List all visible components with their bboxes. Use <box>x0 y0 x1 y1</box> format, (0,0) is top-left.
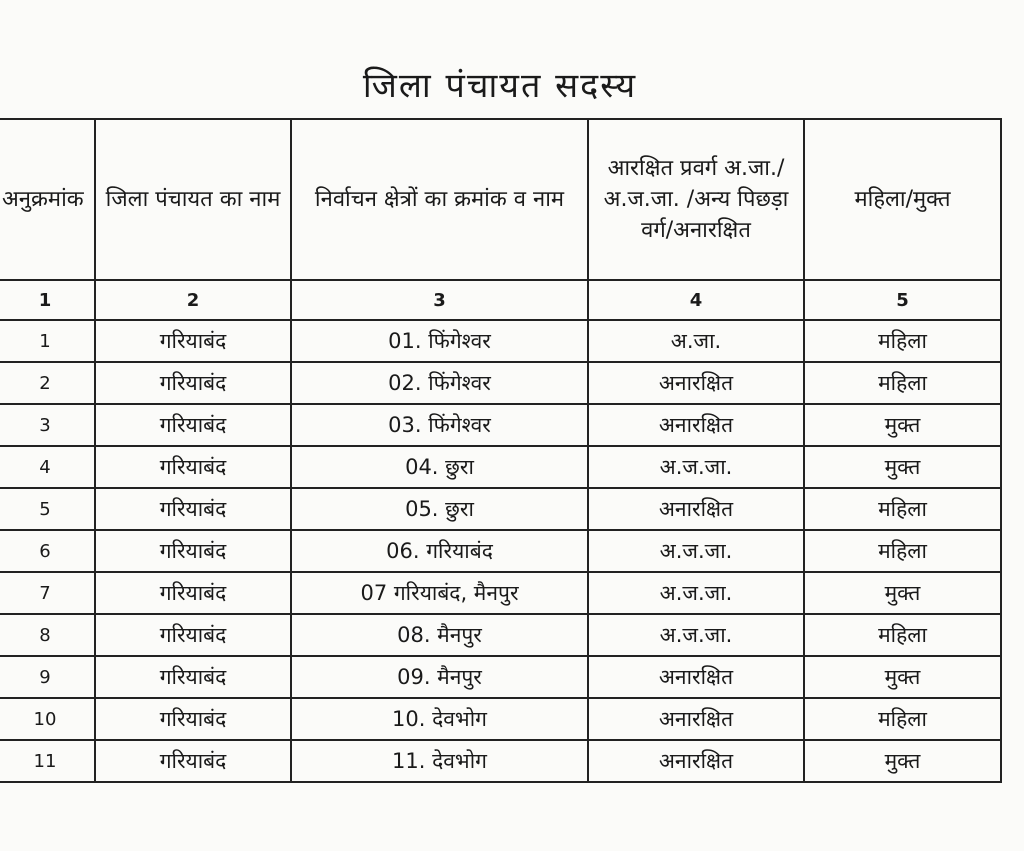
constituency-cell: 04. छुरा <box>291 446 588 488</box>
women-open-cell: महिला <box>804 530 1001 572</box>
column-number-row <box>0 280 1001 320</box>
serial-number-cell: 10 <box>0 698 95 740</box>
panchayat-name-cell: गरियाबंद <box>95 572 291 614</box>
header-reserved-category: आरक्षित प्रवर्ग अ.जा./अ.ज.जा. /अन्य पिछड़ा वर्ग/अनारक्षित <box>588 119 804 280</box>
panchayat-members-table <box>0 118 1002 783</box>
constituency-cell: 03. फिंगेश्वर <box>291 404 588 446</box>
serial-number-cell: 4 <box>0 446 95 488</box>
table-row <box>0 488 1001 530</box>
serial-number-cell: 1 <box>0 320 95 362</box>
header-serial-number: अनुक्रमांक <box>0 119 95 280</box>
women-open-cell: मुक्त <box>804 656 1001 698</box>
constituency-cell: 11. देवभोग <box>291 740 588 782</box>
reserved-category-cell: अनारक्षित <box>588 488 804 530</box>
women-open-cell: मुक्त <box>804 446 1001 488</box>
serial-number-cell: 11 <box>0 740 95 782</box>
reserved-category-cell: अनारक्षित <box>588 740 804 782</box>
page-title: जिला पंचायत सदस्य <box>362 65 638 106</box>
constituency-cell: 10. देवभोग <box>291 698 588 740</box>
column-number: 3 <box>291 280 588 320</box>
reserved-category-cell: अ.ज.जा. <box>588 572 804 614</box>
constituency-cell: 02. फिंगेश्वर <box>291 362 588 404</box>
table-row <box>0 698 1001 740</box>
panchayat-name-cell: गरियाबंद <box>95 404 291 446</box>
table-row <box>0 530 1001 572</box>
serial-number-cell: 7 <box>0 572 95 614</box>
panchayat-name-cell: गरियाबंद <box>95 530 291 572</box>
panchayat-name-cell: गरियाबंद <box>95 488 291 530</box>
constituency-cell: 08. मैनपुर <box>291 614 588 656</box>
serial-number-cell: 5 <box>0 488 95 530</box>
panchayat-name-cell: गरियाबंद <box>95 614 291 656</box>
reserved-category-cell: अ.ज.जा. <box>588 530 804 572</box>
header-row <box>0 119 1001 280</box>
header-constituency: निर्वाचन क्षेत्रों का क्रमांक व नाम <box>291 119 588 280</box>
women-open-cell: महिला <box>804 698 1001 740</box>
panchayat-name-cell: गरियाबंद <box>95 656 291 698</box>
serial-number-cell: 2 <box>0 362 95 404</box>
serial-number-cell: 6 <box>0 530 95 572</box>
table-row <box>0 446 1001 488</box>
constituency-cell: 09. मैनपुर <box>291 656 588 698</box>
reserved-category-cell: अ.ज.जा. <box>588 614 804 656</box>
serial-number-cell: 3 <box>0 404 95 446</box>
table-row <box>0 656 1001 698</box>
reserved-category-cell: अनारक्षित <box>588 362 804 404</box>
header-panchayat-name: जिला पंचायत का नाम <box>95 119 291 280</box>
women-open-cell: मुक्त <box>804 404 1001 446</box>
column-number: 5 <box>804 280 1001 320</box>
panchayat-name-cell: गरियाबंद <box>95 740 291 782</box>
header-women-open: महिला/मुक्त <box>804 119 1001 280</box>
serial-number-cell: 8 <box>0 614 95 656</box>
reserved-category-cell: अ.ज.जा. <box>588 446 804 488</box>
reserved-category-cell: अनारक्षित <box>588 404 804 446</box>
column-number: 4 <box>588 280 804 320</box>
women-open-cell: महिला <box>804 362 1001 404</box>
constituency-cell: 01. फिंगेश्वर <box>291 320 588 362</box>
serial-number-cell: 9 <box>0 656 95 698</box>
table-row <box>0 404 1001 446</box>
table-row <box>0 740 1001 782</box>
constituency-cell: 07 गरियाबंद, मैनपुर <box>291 572 588 614</box>
panchayat-name-cell: गरियाबंद <box>95 362 291 404</box>
reserved-category-cell: अ.जा. <box>588 320 804 362</box>
table-row <box>0 614 1001 656</box>
table-row <box>0 320 1001 362</box>
panchayat-name-cell: गरियाबंद <box>95 446 291 488</box>
table-row <box>0 362 1001 404</box>
women-open-cell: महिला <box>804 320 1001 362</box>
women-open-cell: मुक्त <box>804 572 1001 614</box>
table-row <box>0 572 1001 614</box>
women-open-cell: महिला <box>804 488 1001 530</box>
women-open-cell: महिला <box>804 614 1001 656</box>
reserved-category-cell: अनारक्षित <box>588 656 804 698</box>
constituency-cell: 06. गरियाबंद <box>291 530 588 572</box>
reserved-category-cell: अनारक्षित <box>588 698 804 740</box>
column-number: 1 <box>0 280 95 320</box>
panchayat-name-cell: गरियाबंद <box>95 698 291 740</box>
column-number: 2 <box>95 280 291 320</box>
constituency-cell: 05. छुरा <box>291 488 588 530</box>
panchayat-name-cell: गरियाबंद <box>95 320 291 362</box>
women-open-cell: मुक्त <box>804 740 1001 782</box>
